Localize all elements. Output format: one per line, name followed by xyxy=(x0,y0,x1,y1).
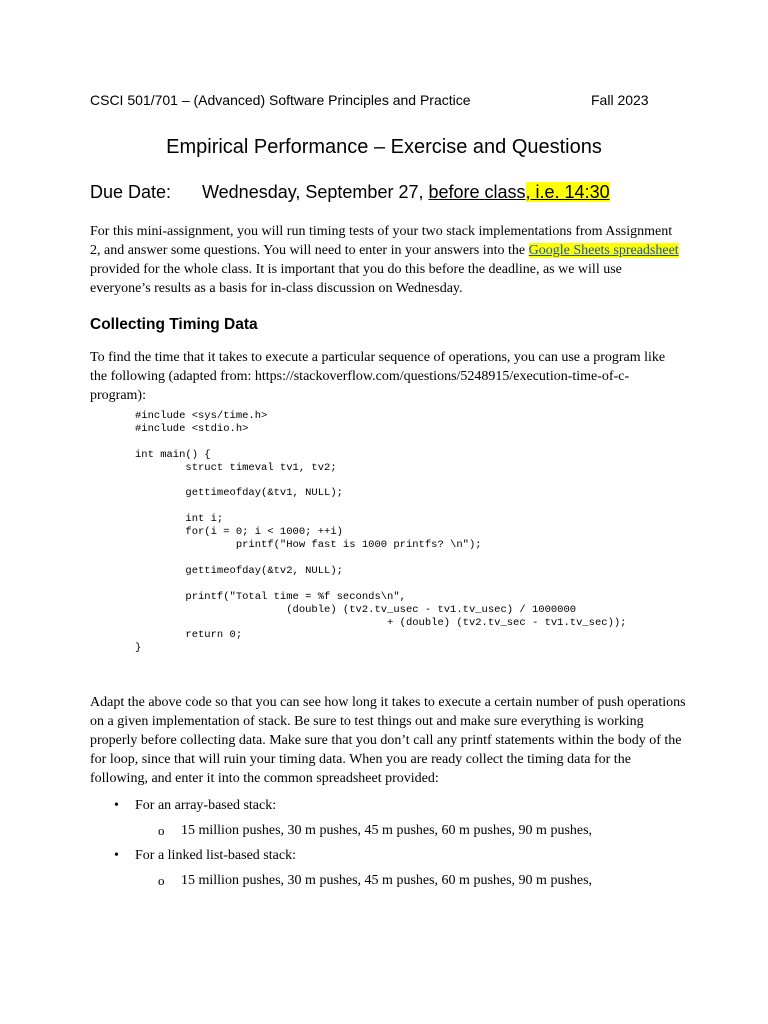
due-before-class: before class xyxy=(428,182,526,202)
intro-paragraph xyxy=(90,222,685,298)
lead-line: program): xyxy=(90,388,146,403)
bullet-array-stack: For an array-based stack: xyxy=(135,798,277,813)
bullet-linked-list-stack: For a linked list-based stack: xyxy=(135,848,296,863)
instructions-paragraph xyxy=(90,693,685,788)
sub-bullet-marker: o xyxy=(158,823,165,838)
due-time: , i.e. 14:30 xyxy=(525,182,610,202)
lead-paragraph xyxy=(90,348,685,405)
code-block: #include <sys/time.h> #include <stdio.h> int main() { struct timeval tv1, tv2; gettimeofday(&tv1, NULL); int i; for(i = 0; i < 1000; ++i) printf("How fast is 1000 printfs? \n"); gettimeofday(&tv2, NULL); printf("Total time = %f seconds\n", (double) (tv2.tv_usec - tv1.tv_usec) / 1000000 + (double) (tv2.tv_sec - tv1.tv_sec)); return 0; } xyxy=(135,410,627,655)
due-date-text: Wednesday, September 27, xyxy=(202,182,429,202)
intro-line xyxy=(90,241,685,260)
instructions-line: Adapt the above code so that you can see how long it takes to execute a certain number of push operations xyxy=(90,695,686,710)
page-title: Empirical Performance – Exercise and Questions xyxy=(166,136,602,158)
intro-line-text: 2, and answer some questions. You will need to enter in your answers into the xyxy=(90,243,529,258)
course-header: CSCI 501/701 – (Advanced) Software Principles and Practice xyxy=(90,92,471,108)
lead-line: To find the time that it takes to execute a particular sequence of operations, you can use a program like xyxy=(90,350,666,365)
sub-bullet-linked-list-counts: 15 million pushes, 30 m pushes, 45 m pushes, 60 m pushes, 90 m pushes, xyxy=(181,873,593,888)
sub-bullet-marker: o xyxy=(158,873,165,888)
intro-line: provided for the whole class. It is important that you do this before the deadline, as we will use xyxy=(90,262,622,277)
intro-line: everyone’s results as a basis for in-class discussion on Wednesday. xyxy=(90,281,463,296)
instructions-line: on a given implementation of stack. Be sure to test things out and make sure everything is working xyxy=(90,714,644,729)
section-heading: Collecting Timing Data xyxy=(90,316,258,333)
google-sheets-link[interactable]: Google Sheets spreadsheet xyxy=(528,243,679,258)
lead-line: the following (adapted from: https://stackoverflow.com/questions/5248915/execution-time-of-c- xyxy=(90,369,630,384)
bullet-marker: • xyxy=(114,848,119,863)
instructions-line: following, and enter it into the common spreadsheet provided: xyxy=(90,771,439,786)
bullet-marker: • xyxy=(114,798,119,813)
term-label: Fall 2023 xyxy=(591,92,649,108)
due-date-label: Due Date: xyxy=(90,182,172,202)
instructions-line: for loop, since that will ruin your timing data. When you are ready collect the timing data for the xyxy=(90,752,631,767)
instructions-line: properly before collecting data. Make sure that you don’t call any printf statements within the body of the xyxy=(90,733,682,748)
due-date-value xyxy=(202,182,610,203)
intro-line: For this mini-assignment, you will run timing tests of your two stack implementations from Assignment xyxy=(90,224,673,239)
sub-bullet-array-counts: 15 million pushes, 30 m pushes, 45 m pushes, 60 m pushes, 90 m pushes, xyxy=(181,823,593,838)
